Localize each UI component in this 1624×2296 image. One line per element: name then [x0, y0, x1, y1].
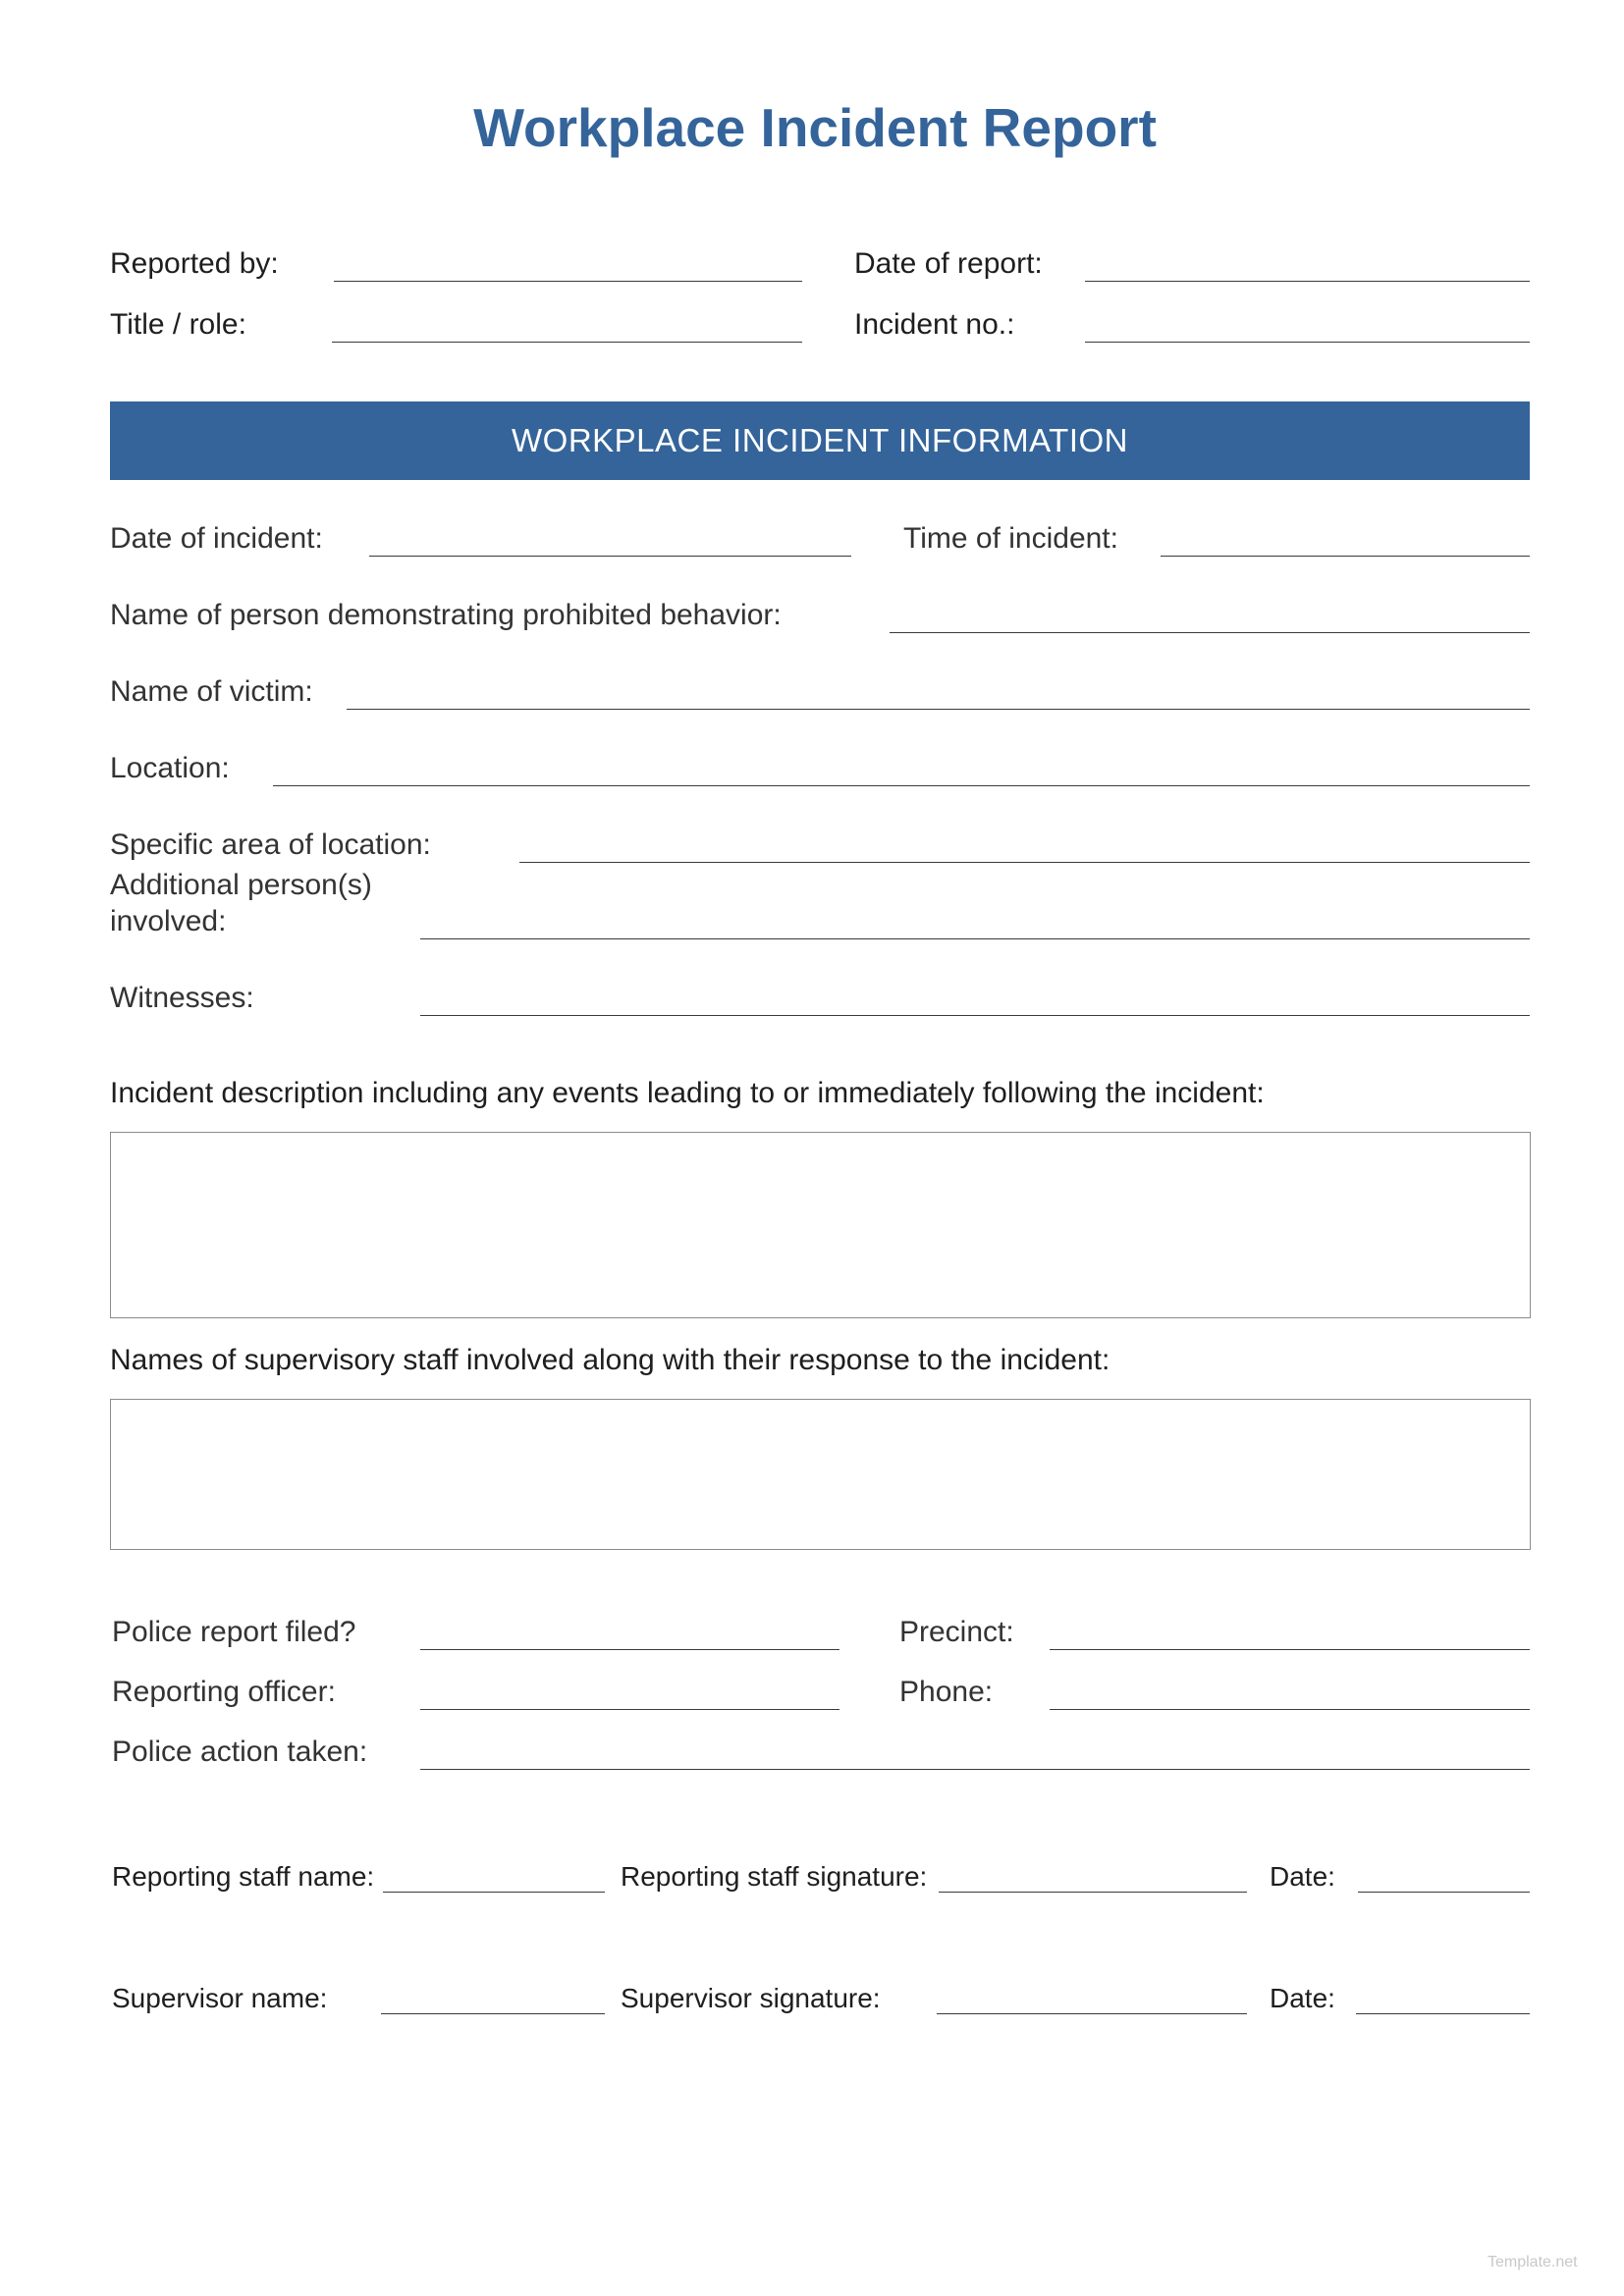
reported-by-field[interactable]	[334, 281, 802, 282]
staff-signature-field[interactable]	[939, 1892, 1247, 1893]
precinct-label: Precinct:	[899, 1616, 1014, 1648]
reporting-officer-label: Reporting officer:	[112, 1676, 336, 1708]
additional-persons-field[interactable]	[420, 938, 1530, 939]
supervisor-name-label: Supervisor name:	[112, 1983, 328, 2013]
specific-area-field[interactable]	[519, 862, 1530, 863]
supervisory-prompt: Names of supervisory staff involved along with their response to the incident:	[110, 1344, 1110, 1376]
description-prompt: Incident description including any events leading to or immediately following the incident:	[110, 1077, 1265, 1109]
page-title: Workplace Incident Report	[473, 97, 1157, 158]
additional-persons-label-line1: Additional person(s)	[110, 869, 372, 901]
reported-by-label: Reported by:	[110, 247, 279, 280]
phone-label: Phone:	[899, 1676, 994, 1708]
incident-no-label: Incident no.:	[854, 308, 1015, 341]
supervisory-textarea[interactable]	[110, 1399, 1531, 1550]
supervisor-date-label: Date:	[1270, 1983, 1335, 2013]
title-role-label: Title / role:	[110, 308, 246, 341]
reporting-officer-field[interactable]	[420, 1709, 839, 1710]
staff-date-label: Date:	[1270, 1861, 1335, 1892]
supervisor-date-field[interactable]	[1356, 2013, 1530, 2014]
victim-field[interactable]	[347, 709, 1530, 710]
section-banner: WORKPLACE INCIDENT INFORMATION	[110, 401, 1530, 480]
location-label: Location:	[110, 752, 230, 784]
date-of-incident-field[interactable]	[369, 556, 851, 557]
staff-name-field[interactable]	[383, 1892, 605, 1893]
date-of-incident-label: Date of incident:	[110, 522, 323, 555]
staff-name-label: Reporting staff name:	[112, 1861, 375, 1892]
incident-no-field[interactable]	[1085, 342, 1530, 343]
footer-watermark: Template.net	[1488, 2254, 1578, 2270]
date-of-report-field[interactable]	[1085, 281, 1530, 282]
police-report-label: Police report filed?	[112, 1616, 356, 1648]
phone-field[interactable]	[1050, 1709, 1530, 1710]
prohibited-person-label: Name of person demonstrating prohibited behavior:	[110, 599, 782, 631]
specific-area-label: Specific area of location:	[110, 828, 431, 861]
title-role-field[interactable]	[332, 342, 802, 343]
police-action-field[interactable]	[420, 1769, 1530, 1770]
police-action-label: Police action taken:	[112, 1735, 368, 1768]
supervisor-signature-field[interactable]	[937, 2013, 1247, 2014]
supervisor-signature-label: Supervisor signature:	[621, 1983, 881, 2013]
description-textarea[interactable]	[110, 1132, 1531, 1318]
victim-label: Name of victim:	[110, 675, 313, 708]
location-field[interactable]	[273, 785, 1530, 786]
prohibited-person-field[interactable]	[890, 632, 1530, 633]
date-of-report-label: Date of report:	[854, 247, 1043, 280]
staff-date-field[interactable]	[1358, 1892, 1530, 1893]
police-report-field[interactable]	[420, 1649, 839, 1650]
time-of-incident-label: Time of incident:	[903, 522, 1118, 555]
time-of-incident-field[interactable]	[1161, 556, 1530, 557]
witnesses-field[interactable]	[420, 1015, 1530, 1016]
additional-persons-label-line2: involved:	[110, 905, 227, 937]
staff-signature-label: Reporting staff signature:	[621, 1861, 928, 1892]
witnesses-label: Witnesses:	[110, 982, 254, 1014]
precinct-field[interactable]	[1050, 1649, 1530, 1650]
supervisor-name-field[interactable]	[381, 2013, 605, 2014]
